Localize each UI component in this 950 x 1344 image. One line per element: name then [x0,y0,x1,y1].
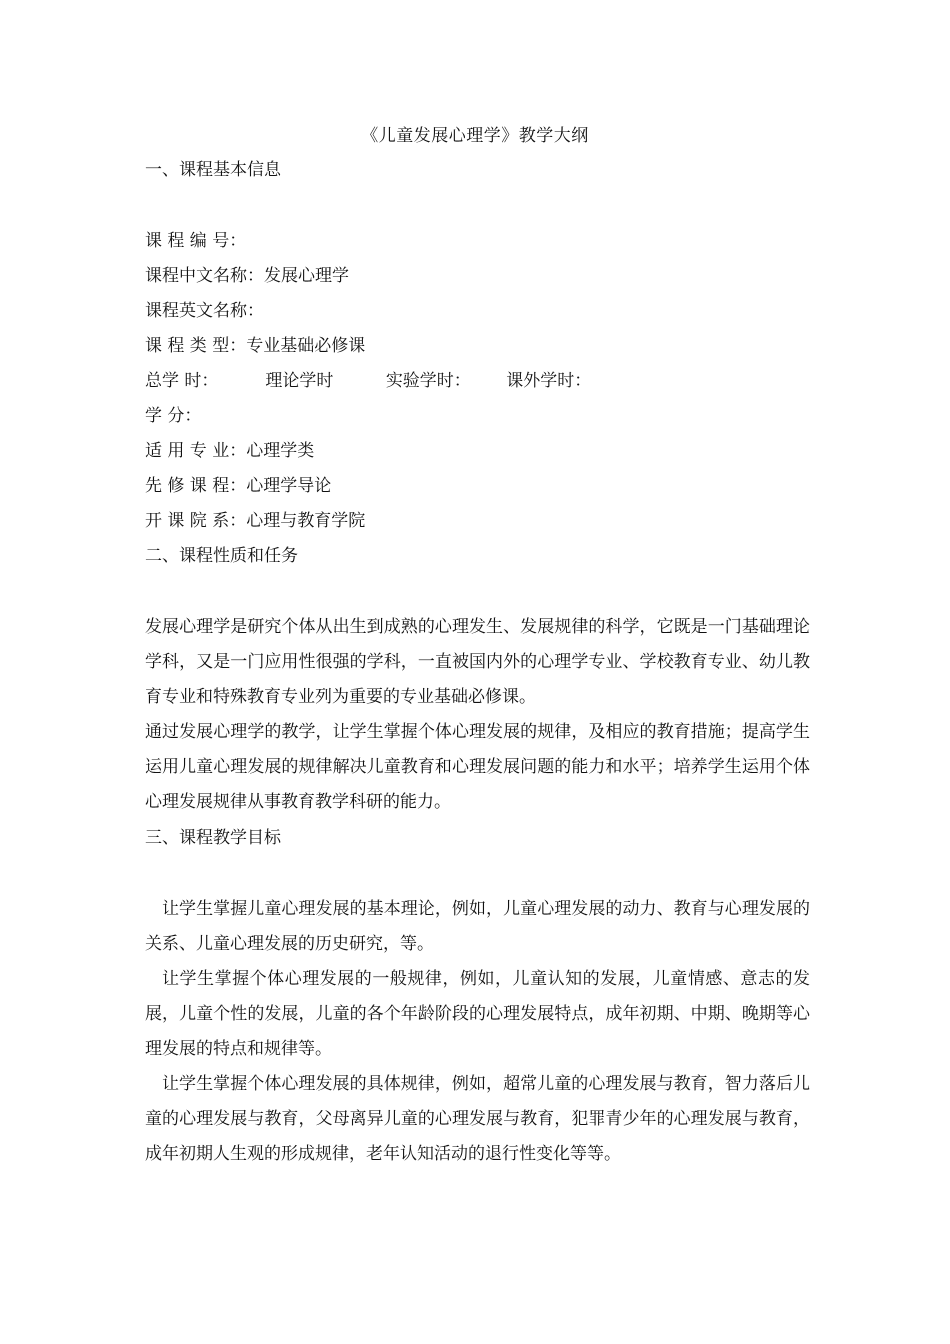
field-hours-lab: 实验学时： [385,371,471,391]
section2-heading: 二、课程性质和任务 [145,546,298,566]
field-department: 开 课 院 系：心理与教育学院 [145,511,366,531]
field-prerequisite: 先 修 课 程：心理学导论 [145,476,332,496]
section2-paragraph-2: 通过发展心理学的教学，让学生掌握个体心理发展的规律，及相应的教育措施；提高学生运用儿童心理发展的规律解决儿童教育和心理发展问题的能力和水平；培养学生运用个体心理发展规律从事教育教学科研的能力。 [145,722,810,812]
section1-heading: 一、课程基本信息 [145,160,281,180]
field-course-code: 课 程 编 号： [145,231,247,251]
section2-body [145,610,810,820]
section3-paragraph-3: 让学生掌握个体心理发展的具体规律，例如，超常儿童的心理发展与教育，智力落后儿童的心理发展与教育，父母离异儿童的心理发展与教育，犯罪青少年的心理发展与教育，成年初期人生观的形成规律，老年认知活动的退行性变化等等。 [145,1074,810,1164]
field-credits: 学 分： [145,406,202,426]
section3-paragraph-2: 让学生掌握个体心理发展的一般规律，例如，儿童认知的发展，儿童情感、意志的发展，儿童个性的发展，儿童的各个年龄阶段的心理发展特点，成年初期、中期、晚期等心理发展的特点和规律等。 [145,969,810,1059]
field-hours-theory: 理论学时 [265,371,334,391]
section3-heading: 三、课程教学目标 [145,828,281,848]
document-title: 《儿童发展心理学》教学大纲 [361,126,589,146]
field-hours-total: 总学 时： [145,371,219,391]
section2-paragraph-1: 发展心理学是研究个体从出生到成熟的心理发生、发展规律的科学，它既是一门基础理论学科，又是一门应用性很强的学科，一直被国内外的心理学专业、学校教育专业、幼儿教育专业和特殊教育专业列为重要的专业基础必修课。 [145,617,810,707]
section3-body [145,892,810,1172]
field-major: 适 用 专 业：心理学类 [145,441,315,461]
section3-paragraph-1: 让学生掌握儿童心理发展的基本理论，例如，儿童心理发展的动力、教育与心理发展的关系、儿童心理发展的历史研究，等。 [145,899,810,954]
field-english-name: 课程英文名称： [145,301,264,321]
field-hours-row [145,369,591,393]
field-chinese-name: 课程中文名称：发展心理学 [145,266,349,286]
field-course-type: 课 程 类 型：专业基础必修课 [145,336,366,356]
field-hours-extra: 课外学时： [506,371,592,391]
